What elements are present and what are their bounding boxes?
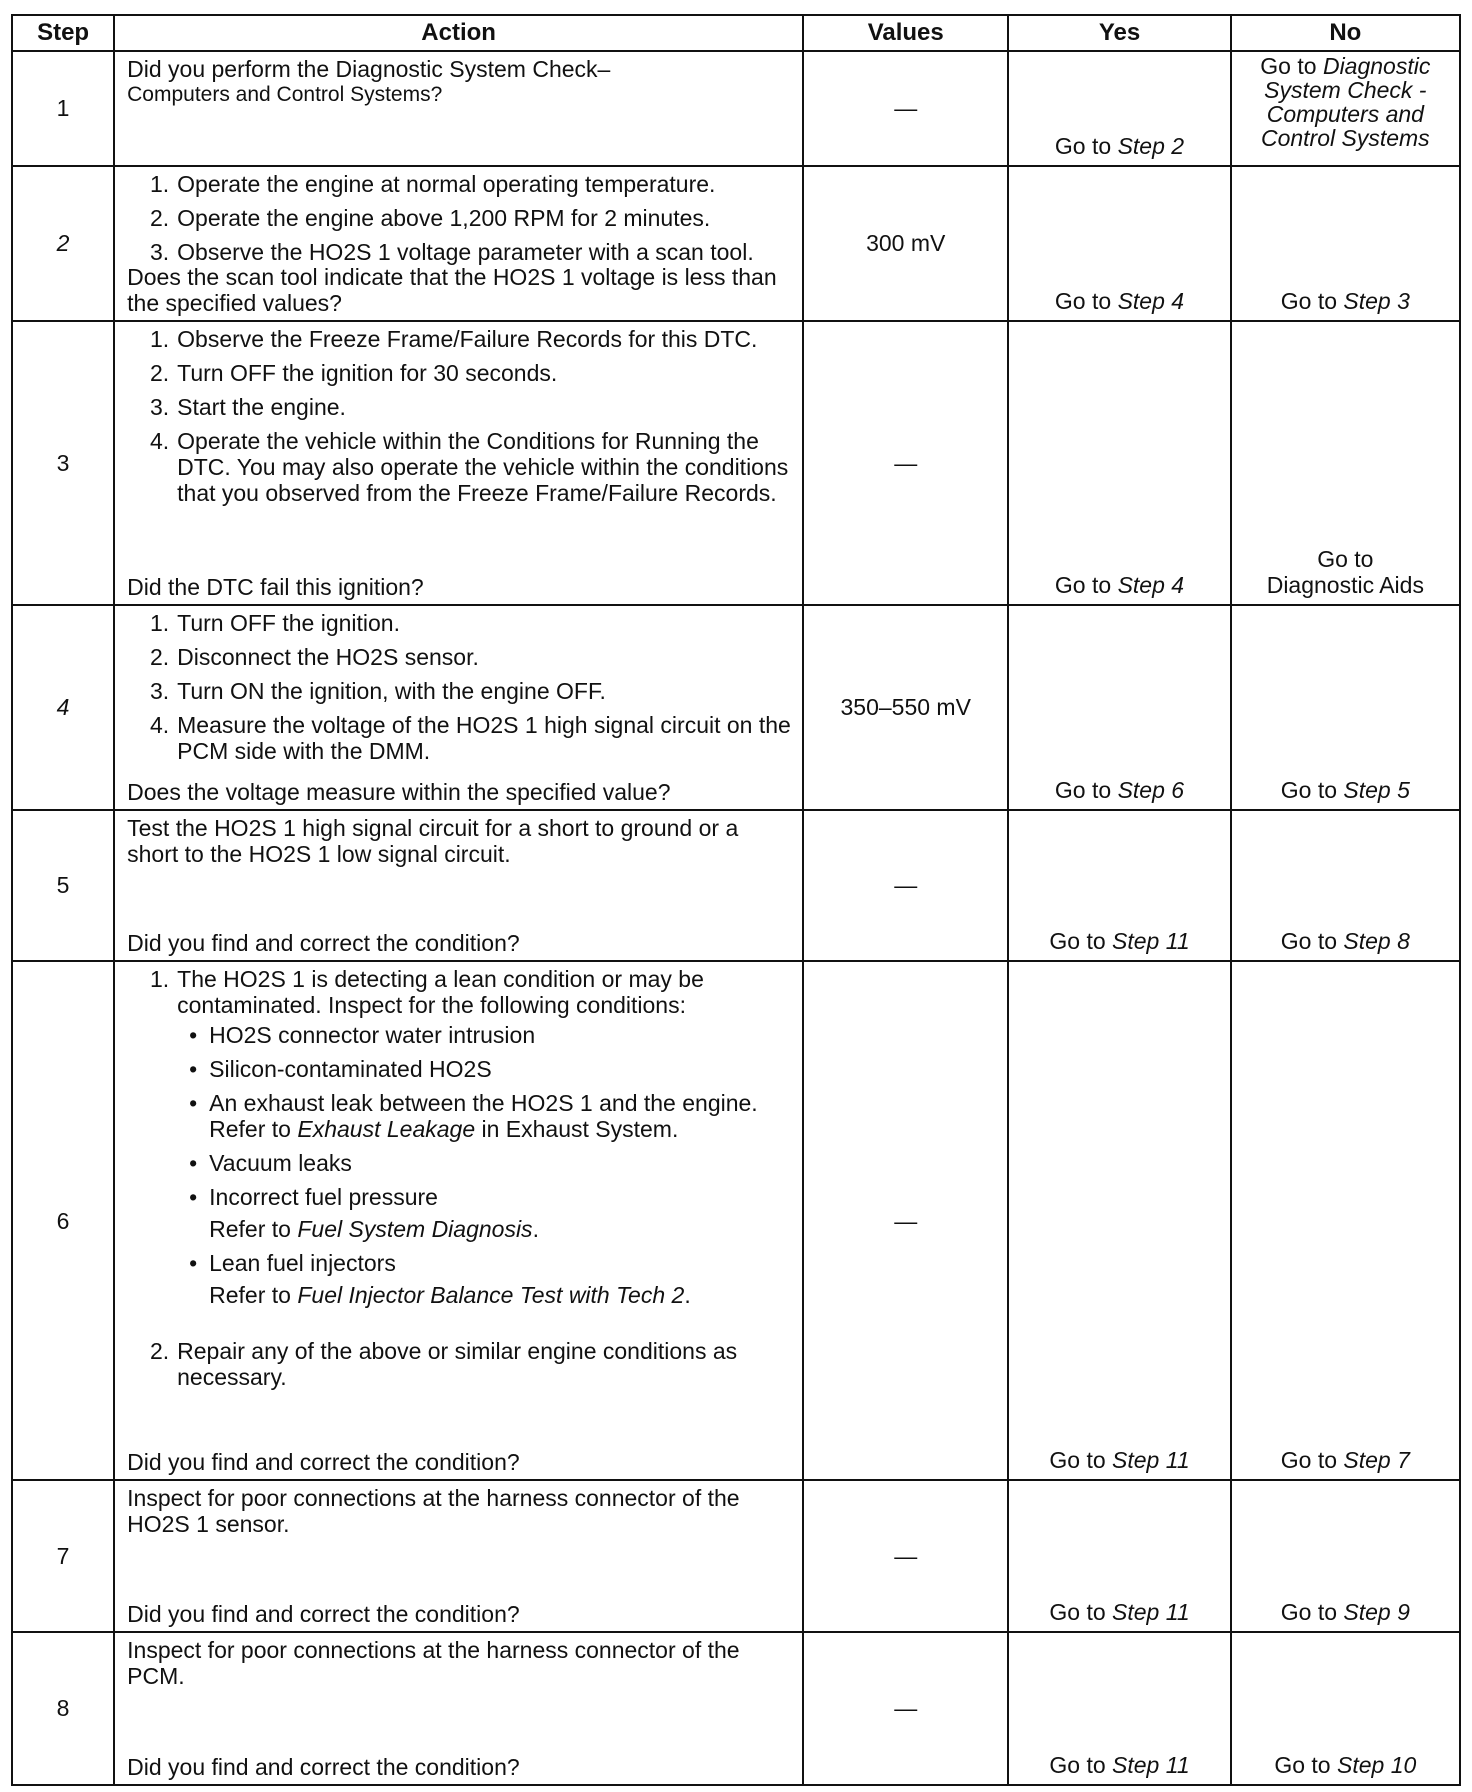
condition-text: An exhaust leak between the HO2S 1 and the engine. Refer to	[209, 1089, 758, 1142]
no-link[interactable]: Step 8	[1343, 927, 1410, 954]
action-question: Does the scan tool indicate that the HO2S 1 voltage is less than the specified values?	[127, 263, 777, 316]
action-cell	[114, 1632, 803, 1785]
values-cell: —	[803, 1632, 1008, 1785]
action-steps: 1. Operate the engine at normal operating temperature. 2. Operate the engine above 1,200 RPM for 2 minutes. 3. Observe the HO2S 1 voltage parameter with a scan tool.	[127, 171, 792, 265]
yes-cell	[1008, 605, 1230, 809]
condition-item	[127, 1184, 792, 1242]
no-link[interactable]: Step 9	[1343, 1598, 1410, 1625]
values-cell: —	[803, 51, 1008, 166]
action-item: Measure the voltage of the HO2S 1 high signal circuit on the PCM side with the DMM.	[177, 712, 791, 765]
step-number: 3	[12, 321, 114, 605]
no-link[interactable]: Diagnostic Aids	[1266, 572, 1424, 599]
no-prefix: Go to	[1274, 1752, 1337, 1778]
yes-prefix: Go to	[1049, 1752, 1113, 1778]
values-cell: 300 mV	[803, 166, 1008, 321]
table-row	[12, 1632, 1460, 1785]
no-prefix: Go to	[1280, 776, 1344, 803]
condition-item	[127, 1090, 792, 1142]
yes-link[interactable]: Step 2	[1117, 132, 1185, 159]
action-item: Turn ON the ignition, with the engine OFF.	[177, 678, 606, 705]
condition-item: • Vacuum leaks	[127, 1150, 792, 1176]
action-question: Did you find and correct the condition?	[127, 929, 520, 956]
values-cell: —	[803, 1480, 1008, 1631]
exhaust-leakage-link[interactable]: Exhaust Leakage	[297, 1115, 476, 1142]
values-cell: —	[803, 961, 1008, 1480]
no-cell	[1231, 810, 1460, 961]
no-cell	[1231, 1632, 1460, 1785]
table-row	[12, 1480, 1460, 1631]
values-cell: —	[803, 321, 1008, 605]
condition-item	[127, 1250, 792, 1308]
refer-text: Refer to	[209, 1215, 298, 1242]
no-cell	[1231, 166, 1460, 321]
fuel-system-diagnosis-link[interactable]: Fuel System Diagnosis	[297, 1215, 533, 1242]
yes-prefix: Go to	[1054, 287, 1118, 314]
yes-link[interactable]: Step 11	[1112, 1598, 1190, 1625]
action-item: Turn OFF the ignition.	[177, 610, 400, 637]
header-step: Step	[12, 15, 114, 51]
yes-link[interactable]: Step 11	[1112, 1447, 1190, 1474]
condition-text: Lean fuel injectors	[209, 1249, 396, 1276]
yes-link[interactable]: Step 6	[1117, 776, 1185, 803]
action-item: Observe the HO2S 1 voltage parameter with a scan tool.	[177, 238, 754, 265]
no-prefix: Go to	[1280, 1598, 1344, 1625]
no-cell	[1231, 321, 1460, 605]
action-question: Did you find and correct the condition?	[127, 1754, 520, 1780]
action-question: Did you find and correct the condition?	[127, 1449, 520, 1476]
action-cell	[114, 961, 803, 1480]
action-question: Does the voltage measure within the specified value?	[127, 778, 671, 805]
action-item: Disconnect the HO2S sensor.	[177, 644, 479, 671]
action-steps: 1. The HO2S 1 is detecting a lean condition or may be contaminated. Inspect for the following conditions:	[127, 966, 792, 1018]
yes-cell	[1008, 166, 1230, 321]
table-row	[12, 166, 1460, 321]
no-link[interactable]: Step 10	[1337, 1752, 1417, 1778]
header-yes: Yes	[1008, 15, 1230, 51]
yes-prefix: Go to	[1054, 132, 1118, 159]
yes-link[interactable]: Step 4	[1117, 572, 1185, 599]
step-number: 4	[12, 605, 114, 809]
condition-text: Incorrect fuel pressure	[209, 1183, 438, 1210]
no-prefix: Go to	[1280, 1447, 1344, 1474]
no-prefix: Go to	[1317, 546, 1374, 573]
header-action: Action	[114, 15, 803, 51]
table-row	[12, 51, 1460, 166]
action-steps: 2. Repair any of the above or similar engine conditions as necessary.	[127, 1338, 792, 1390]
header-values: Values	[803, 15, 1008, 51]
no-link[interactable]: Step 5	[1343, 776, 1410, 803]
action-cell	[114, 166, 803, 321]
refer-text: .	[532, 1215, 539, 1242]
action-steps: 1. Turn OFF the ignition. 2. Disconnect the HO2S sensor. 3. Turn ON the ignition, with the engine OFF. 4. Measure the voltage of the HO2S 1 high signal circuit on the PCM side with the DMM.	[149, 610, 791, 765]
action-cell	[114, 321, 803, 605]
table-row	[12, 961, 1460, 1480]
yes-prefix: Go to	[1054, 776, 1118, 803]
yes-prefix: Go to	[1049, 1447, 1113, 1474]
diagnostic-table	[11, 14, 1461, 1786]
yes-cell	[1008, 1632, 1230, 1785]
action-item: Start the engine.	[177, 393, 346, 420]
yes-cell	[1008, 961, 1230, 1480]
action-text: Test the HO2S 1 high signal circuit for a short to ground or a short to the HO2S 1 low signal circuit.	[127, 814, 739, 867]
action-cell	[114, 51, 803, 166]
action-text: Computers and Control Systems?	[127, 83, 443, 106]
no-link[interactable]: Step 3	[1343, 287, 1410, 314]
step-number: 5	[12, 810, 114, 961]
step-number: 2	[12, 166, 114, 321]
action-item: Observe the Freeze Frame/Failure Records for this DTC.	[177, 325, 758, 352]
no-cell	[1231, 961, 1460, 1480]
no-link[interactable]: Diagnostic System Check - Computers and Control Systems	[1260, 53, 1431, 151]
condition-list	[127, 1022, 792, 1308]
condition-item: • HO2S connector water intrusion	[127, 1022, 792, 1048]
action-cell	[114, 810, 803, 961]
yes-cell	[1008, 321, 1230, 605]
action-steps: 1. Observe the Freeze Frame/Failure Records for this DTC. 2. Turn OFF the ignition for 30 seconds. 3. Start the engine. 4. Operate the vehicle within the Conditions for Running the DTC. You may also operate the vehicle within the conditions that you observed from the Freeze Frame/Failure Records.	[127, 326, 792, 506]
yes-link[interactable]: Step 11	[1112, 927, 1190, 954]
no-cell	[1231, 605, 1460, 809]
step-number: 1	[12, 51, 114, 166]
table-row	[12, 810, 1460, 961]
step-number: 8	[12, 1632, 114, 1785]
no-cell	[1231, 51, 1460, 166]
values-cell: 350–550 mV	[803, 605, 1008, 809]
yes-cell	[1008, 810, 1230, 961]
yes-prefix: Go to	[1049, 1598, 1113, 1625]
step-number: 6	[12, 961, 114, 1480]
header-row	[12, 15, 1460, 51]
yes-link[interactable]: Step 11	[1112, 1752, 1190, 1778]
no-prefix: Go to	[1280, 287, 1344, 314]
yes-link[interactable]: Step 4	[1117, 287, 1185, 314]
fuel-injector-balance-test-link[interactable]: Fuel Injector Balance Test with Tech 2	[297, 1281, 685, 1308]
action-text: Did you perform the Diagnostic System Check–	[127, 56, 611, 82]
no-prefix: Go to	[1280, 927, 1344, 954]
action-item: The HO2S 1 is detecting a lean condition or may be contaminated. Inspect for the following conditions:	[177, 965, 704, 1018]
no-link[interactable]: Step 7	[1343, 1447, 1410, 1474]
table-row	[12, 605, 1460, 809]
action-item: Operate the engine above 1,200 RPM for 2 minutes.	[177, 204, 711, 231]
yes-prefix: Go to	[1049, 927, 1113, 954]
values-cell: —	[803, 810, 1008, 961]
action-item: Repair any of the above or similar engine conditions as necessary.	[177, 1337, 738, 1390]
action-question: Did the DTC fail this ignition?	[127, 574, 424, 601]
action-item: Operate the engine at normal operating temperature.	[177, 170, 716, 197]
header-no: No	[1231, 15, 1460, 51]
yes-cell	[1008, 51, 1230, 166]
table-row	[12, 321, 1460, 605]
action-text: Inspect for poor connections at the harness connector of the PCM.	[127, 1636, 740, 1689]
action-text: Inspect for poor connections at the harness connector of the HO2S 1 sensor.	[127, 1485, 740, 1538]
refer-text: .	[684, 1281, 691, 1308]
action-item: Operate the vehicle within the Conditions for Running the DTC. You may also operate the vehicle within the conditions that you observed from the Freeze Frame/Failure Records.	[177, 427, 789, 506]
yes-cell	[1008, 1480, 1230, 1631]
action-cell	[114, 1480, 803, 1631]
no-prefix: Go to	[1260, 53, 1323, 79]
action-question: Did you find and correct the condition?	[127, 1600, 520, 1627]
condition-item: • Silicon-contaminated HO2S	[127, 1056, 792, 1082]
step-number: 7	[12, 1480, 114, 1631]
yes-prefix: Go to	[1054, 572, 1118, 599]
condition-text: in Exhaust System.	[475, 1115, 679, 1142]
refer-text: Refer to	[209, 1281, 298, 1308]
action-item: Turn OFF the ignition for 30 seconds.	[177, 359, 558, 386]
action-cell	[114, 605, 803, 809]
no-cell	[1231, 1480, 1460, 1631]
